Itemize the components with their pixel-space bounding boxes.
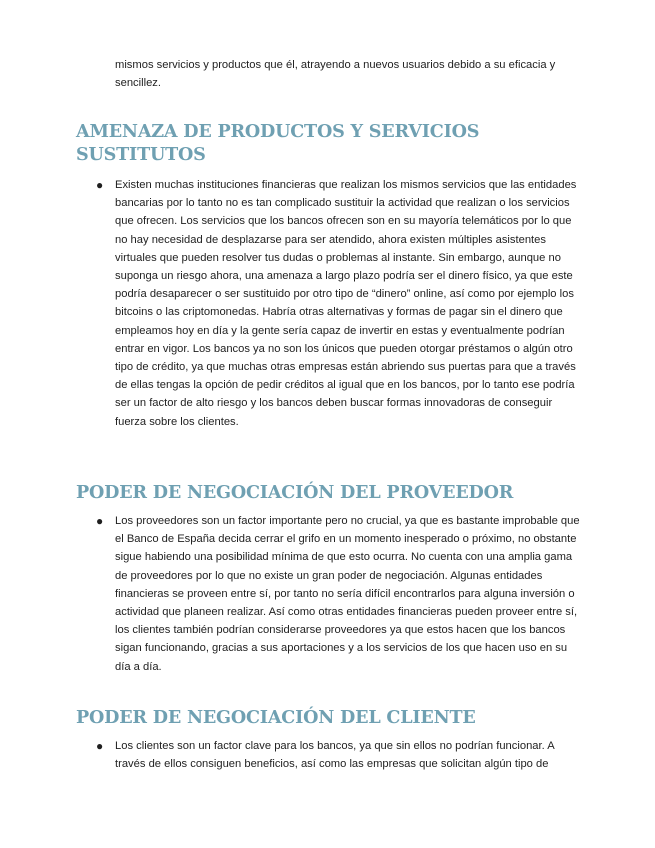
bullet-text: Existen muchas instituciones financieras que realizan los mismos servicios que las entidades bancarias por lo tanto no es tan complicado sustituir la actividad que realizan o los servicios que ofrecen. Los servicios que los bancos ofrecen son en su mayoría telemáticos por lo que no hay necesidad de desplazarse para ser atendido, ahora existen múltiples asistentes virtuales que pueden resolver tus dudas o problemas al instante. Sin embargo, aunque no suponga un riesgo ahora, una amenaza a largo plazo podría ser el dinero físico, ya que este podría desaparecer o ser sustituido por otro tipo de “dinero” online, así como por ejemplo los bitcoins o las criptomonedas. Habría otras alternativas y formas de pagar sin el dinero que empleamos hoy en día y la gente sería capaz de invertir en estas y eventualmente podrían entrar en vigor. Los bancos ya no son los únicos que pueden otorgar préstamos o algún otro tipo de crédito, ya que muchas otras empresas están abriendo sus puertas para que a través de ellas tengas la opción de pedir créditos al igual que en los bancos, por lo tanto ese podría ser un factor de alto riesgo y los bancos deben buscar formas innovadoras de conseguir fuerza sobre los clientes. <box>115 179 577 428</box>
bullet-item-supplier-power <box>96 512 581 676</box>
bullet-item-substitutes <box>96 176 581 431</box>
heading-substitutes: AMENAZA DE PRODUCTOS Y SERVICIOS SUSTITUTOS <box>76 121 480 165</box>
bullet-text: Los clientes son un factor clave para los bancos, ya que sin ellos no podrían funcionar. A través de ellos consiguen beneficios, así como las empresas que solicitan algún tipo de <box>115 740 555 771</box>
bullet-item-client-power <box>96 737 581 773</box>
heading-client-power: PODER DE NEGOCIACIÓN DEL CLIENTE <box>76 707 476 728</box>
bullet-icon: ● <box>96 178 104 192</box>
bullet-icon: ● <box>96 739 104 753</box>
heading-supplier-power: PODER DE NEGOCIACIÓN DEL PROVEEDOR <box>76 482 514 503</box>
bullet-icon: ● <box>96 514 104 528</box>
bullet-text: Los proveedores son un factor importante pero no crucial, ya que es bastante improbable que el Banco de España decida cerrar el grifo en un momento inesperado o próximo, no obstante sigue habiendo una posibilidad mínima de que esto ocurra. No cuenta con una amplia gama de proveedores por lo que no existe un gran poder de negociación. Algunas entidades financieras se proveen entre sí, por tanto no sería difícil encontrarlos para alguna inversión o actividad que planeen realizar. Así como otras entidades financieras pueden proveer entre sí, los clientes también podrían considerarse proveedores ya que estos hacen que los bancos sigan funcionando, gracias a sus aportaciones y a los servicios de los que hacen uso en su día a día. <box>115 515 580 673</box>
continued-paragraph: mismos servicios y productos que él, atrayendo a nuevos usuarios debido a su eficacia y sencillez. <box>115 59 556 90</box>
